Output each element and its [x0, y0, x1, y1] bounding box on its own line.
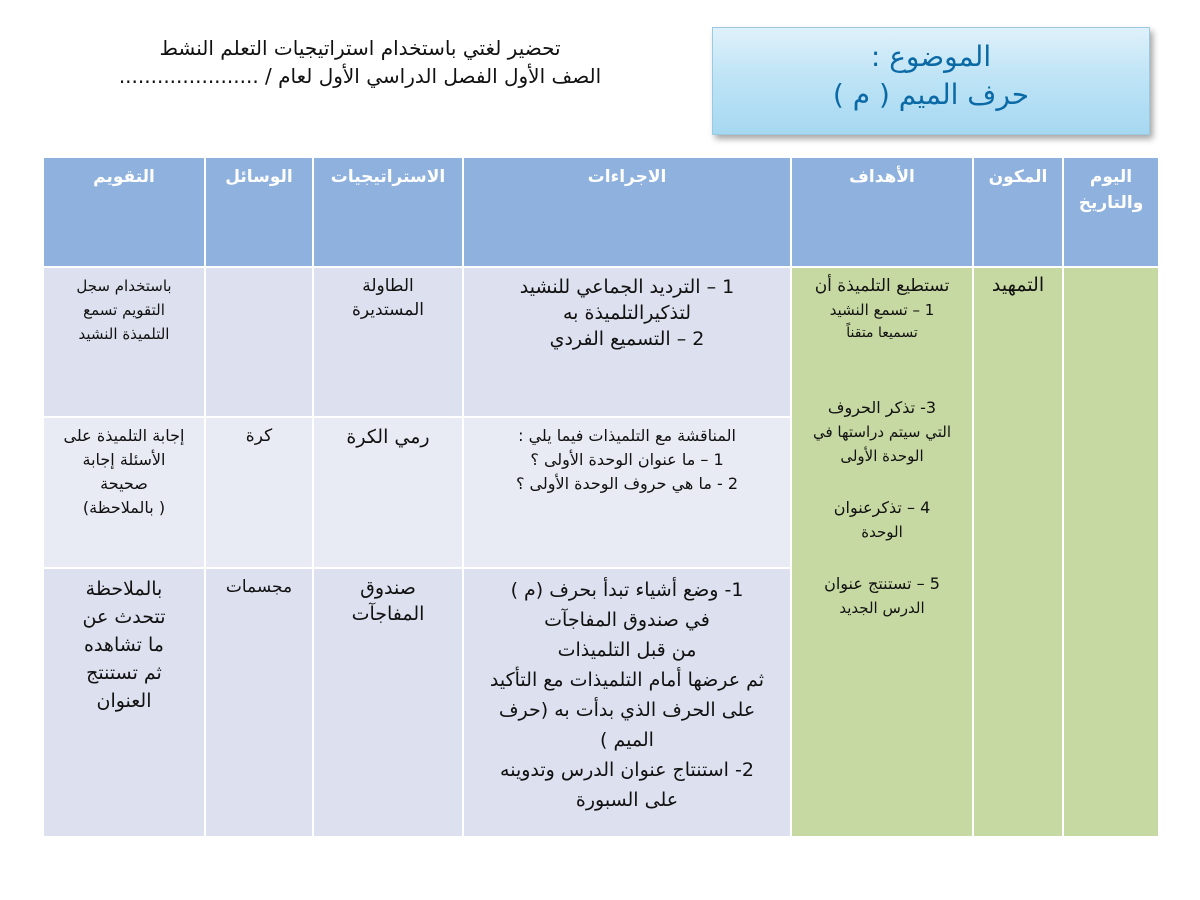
- strategy-line: رمي الكرة: [346, 426, 430, 448]
- procedure-line: لتذكيرالتلميذة به: [562, 302, 691, 324]
- procedure-line: 2- استنتاج عنوان الدرس وتدوينه: [500, 759, 754, 781]
- table-row: [43, 267, 1159, 417]
- strategies-cell: [313, 267, 463, 417]
- evaluation-cell: [43, 568, 205, 837]
- procedures-cell: [463, 267, 791, 417]
- header-subtitle: الصف الأول الفصل الدراسي الأول لعام / ......................: [118, 64, 602, 88]
- goal-1a: 1 – تسمع النشيد: [829, 301, 935, 319]
- strategy-line: الطاولة: [362, 276, 414, 296]
- strategies-cell: [313, 568, 463, 837]
- procedures-cell: [463, 417, 791, 568]
- topic-box: [712, 27, 1150, 135]
- evaluation-cell: [43, 417, 205, 568]
- evaluation-line: ( بالملاحظة): [82, 498, 166, 517]
- header-title: تحضير لغتي باستخدام استراتيجيات التعلم النشط: [159, 36, 561, 60]
- procedure-line: 2 – التسميع الفردي: [549, 328, 705, 350]
- evaluation-line: العنوان: [96, 690, 152, 712]
- evaluation-line: ما تشاهده: [84, 634, 164, 656]
- evaluation-line: إجابة التلميذة على: [63, 426, 185, 445]
- procedure-line: ثم عرضها أمام التلميذات مع التأكيد: [489, 669, 765, 691]
- goal-4a: 4 – تذكرعنوان: [833, 498, 931, 517]
- tools-cell: [205, 267, 313, 417]
- component-cell: التمهيد: [973, 267, 1063, 837]
- topic-label: الموضوع :: [870, 40, 992, 73]
- goal-3b: التي سيتم دراستها في: [812, 423, 952, 441]
- procedure-line: المناقشة مع التلميذات فيما يلي :: [518, 426, 736, 445]
- topic-title: حرف الميم ( م ): [832, 78, 1030, 111]
- strategy-line: المفاجآت: [351, 603, 425, 625]
- day-cell: [1063, 267, 1159, 837]
- procedure-line: من قبل التلميذات: [557, 639, 697, 661]
- evaluation-cell: [43, 267, 205, 417]
- goals-cell: [791, 267, 973, 837]
- procedure-line: في صندوق المفاجآت: [544, 609, 710, 631]
- table-header-row: [43, 157, 1159, 267]
- evaluation-line: التلميذة النشيد: [78, 325, 170, 343]
- evaluation-line: تتحدث عن: [82, 606, 166, 628]
- procedure-line: 2 - ما هي حروف الوحدة الأولى ؟: [515, 474, 739, 493]
- header-day: اليوم والتاريخ: [1063, 157, 1159, 267]
- strategy-line: صندوق: [360, 577, 416, 599]
- evaluation-line: بالملاحظة: [85, 578, 163, 600]
- strategies-cell: [313, 417, 463, 568]
- header-goals: الأهداف: [791, 157, 973, 267]
- evaluation-line: باستخدام سجل: [76, 277, 172, 295]
- header-tools: الوسائل: [205, 157, 313, 267]
- procedures-cell: [463, 568, 791, 837]
- header-procedures: الاجراءات: [463, 157, 791, 267]
- evaluation-line: التقويم تسمع: [83, 301, 165, 319]
- strategy-line: المستديرة: [352, 300, 424, 320]
- procedure-line: 1 – ما عنوان الوحدة الأولى ؟: [530, 450, 724, 469]
- header-component: المكون: [973, 157, 1063, 267]
- goal-5a: 5 – تستنتج عنوان: [824, 574, 940, 593]
- page-header: [40, 34, 680, 90]
- evaluation-line: الأسئلة إجابة: [82, 450, 166, 469]
- evaluation-line: صحيحة: [100, 474, 148, 493]
- goal-intro: تستطيع التلميذة أن: [814, 276, 950, 296]
- goal-3c: الوحدة الأولى: [840, 447, 924, 465]
- procedure-line: 1 – الترديد الجماعي للنشيد: [519, 276, 735, 298]
- lesson-plan-table: [42, 156, 1160, 838]
- evaluation-line: ثم تستنتج: [86, 662, 162, 684]
- goal-4b: الوحدة: [861, 523, 903, 541]
- goal-3a: 3- تذكر الحروف: [827, 398, 937, 417]
- header-strategies: الاستراتيجيات: [313, 157, 463, 267]
- procedure-line: على السبورة: [575, 789, 679, 811]
- procedure-line: على الحرف الذي بدأت به (حرف: [498, 699, 756, 721]
- tools-cell: كرة: [205, 417, 313, 568]
- tools-cell: مجسمات: [205, 568, 313, 837]
- goal-5b: الدرس الجديد: [839, 599, 925, 617]
- procedure-line: 1- وضع أشياء تبدأ بحرف (م ): [510, 579, 744, 601]
- procedure-line: الميم ): [600, 729, 654, 751]
- goal-1b: تسميعا متقناً: [846, 325, 918, 341]
- header-evaluation: التقويم: [43, 157, 205, 267]
